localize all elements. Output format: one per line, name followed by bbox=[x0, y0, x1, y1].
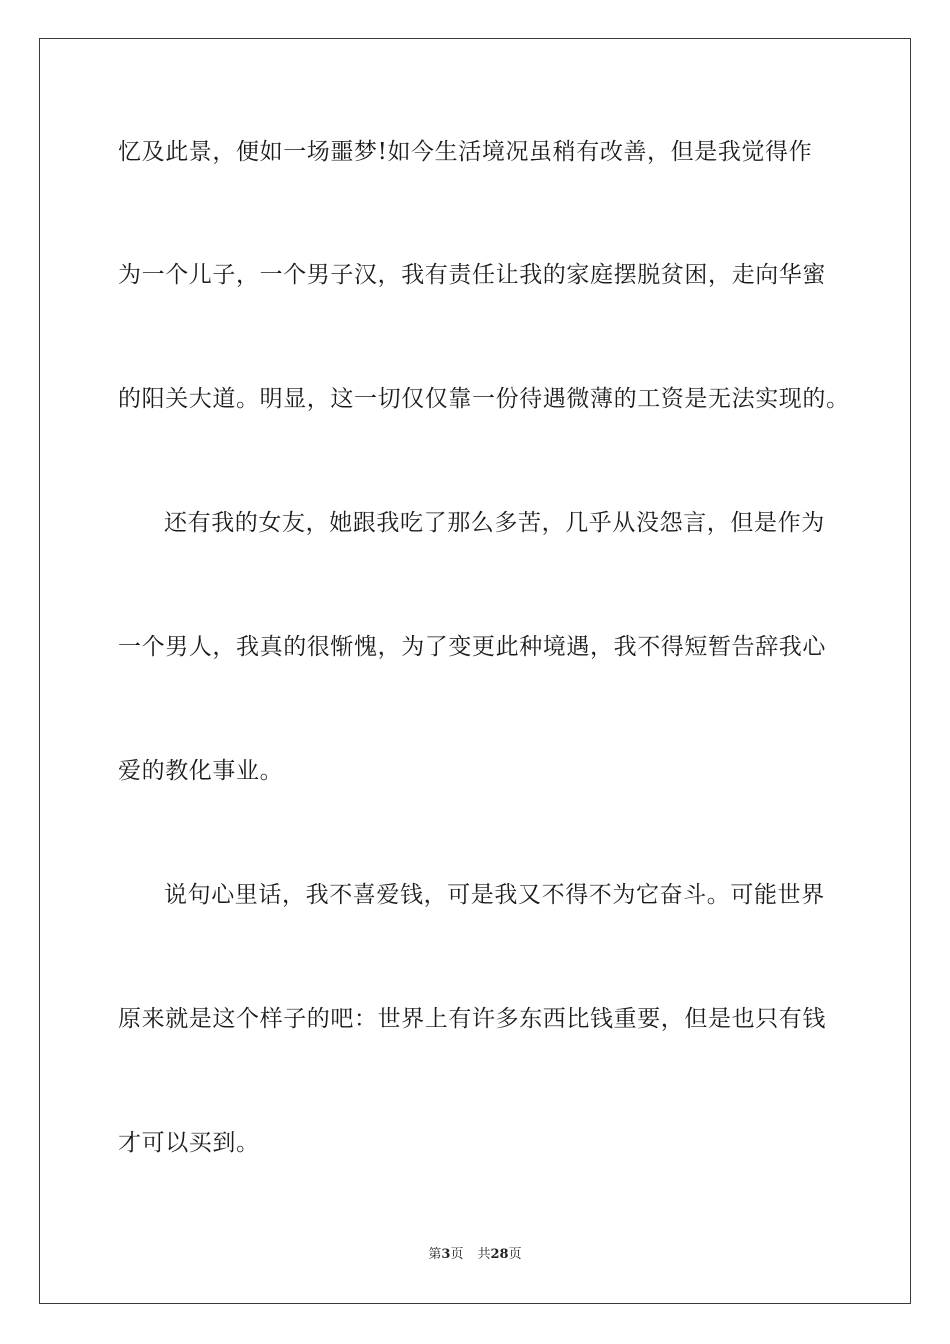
total-suffix: 页 bbox=[508, 1247, 522, 1262]
page-footer bbox=[0, 1246, 950, 1264]
current-page-number: 3 bbox=[441, 1247, 451, 1262]
body-line: 爱的教化事业。 bbox=[118, 758, 284, 784]
page-prefix: 第 bbox=[428, 1247, 442, 1262]
body-line: 一个男人，我真的很惭愧，为了变更此种境遇，我不得短暂告辞我心 bbox=[118, 634, 826, 660]
page-border bbox=[39, 38, 911, 1304]
body-line: 为一个儿子，一个男子汉，我有责任让我的家庭摆脱贫困，走向华蜜 bbox=[118, 262, 826, 288]
paragraph-start-line: 说句心里话，我不喜爱钱，可是我又不得不为它奋斗。可能世界 bbox=[164, 882, 825, 908]
body-line: 原来就是这个样子的吧：世界上有许多东西比钱重要，但是也只有钱 bbox=[118, 1006, 826, 1032]
total-prefix: 共 bbox=[477, 1247, 491, 1262]
body-line: 的阳关大道。明显，这一切仅仅靠一份待遇微薄的工资是无法实现的。 bbox=[118, 386, 850, 412]
body-line: 才可以买到。 bbox=[118, 1130, 260, 1156]
body-line: 忆及此景，便如一场噩梦!如今生活境况虽稍有改善，但是我觉得作 bbox=[118, 139, 813, 165]
total-page-count: 28 bbox=[490, 1247, 509, 1262]
page-suffix: 页 bbox=[450, 1247, 464, 1262]
paragraph-start-line: 还有我的女友，她跟我吃了那么多苦，几乎从没怨言，但是作为 bbox=[164, 510, 825, 536]
